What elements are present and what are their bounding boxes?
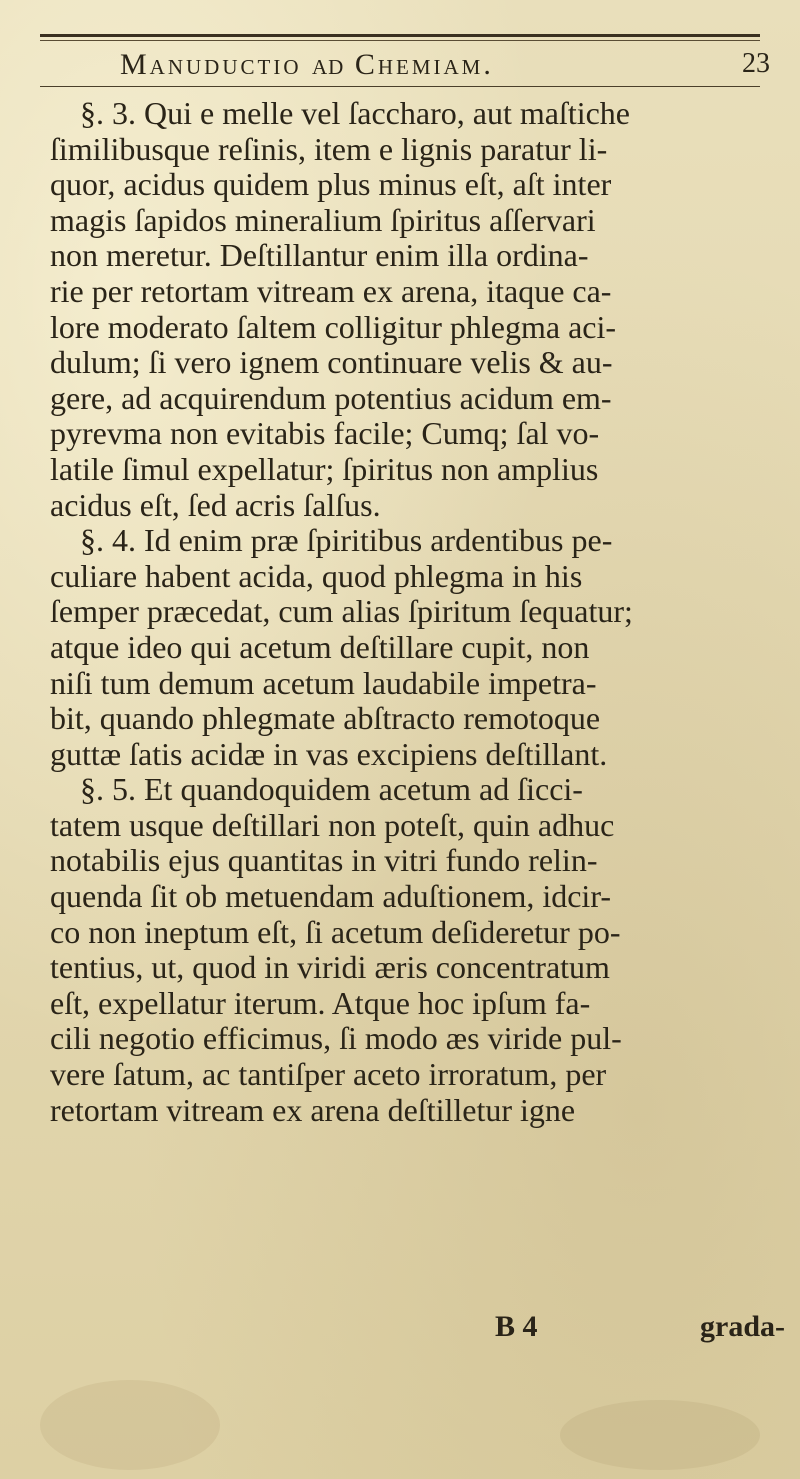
catchword: grada- [700,1310,785,1343]
text-line: rie per retortam vitream ex arena, itaque ca- [50,272,612,309]
text-line: non meretur. Deſtillantur enim illa ordina- [50,237,589,274]
text-line: vere ſatum, ac tantiſper aceto irroratum, per [50,1056,607,1093]
text-line: tatem usque deſtillari non poteſt, quin adhuc [50,806,615,843]
text-line: culiare habent acida, quod phlegma in his [50,557,583,594]
page-number: 23 [742,48,770,79]
page-header [30,22,770,92]
running-head-right: Chemiam. [354,48,494,81]
text-line: atque ideo qui acetum deſtillare cupit, non [50,628,590,665]
text-line: ſemper præcedat, cum alias ſpiritum ſequatur; [50,593,633,630]
text-line: quor, acidus quidem plus minus eſt, aſt inter [50,166,612,203]
text-line: acidus eſt, ſed acris ſalſus. [50,486,381,523]
text-line: §. 5. Et quandoquidem acetum ad ſicci- [80,771,583,808]
text-line: notabilis ejus quantitas in vitri fundo relin- [50,842,598,879]
text-line: magis ſapidos mineralium ſpiritus aſſervari [50,201,596,238]
text-line: dulum; ſi vero ignem continuare velis & au- [50,344,613,381]
text-line: guttæ ſatis acidæ in vas excipiens deſtillant. [50,735,608,772]
text-line: lore moderato ſaltem colligitur phlegma aci- [50,308,617,345]
running-head [120,48,494,82]
text-line: co non ineptum eſt, ſi acetum deſideretur po- [50,913,621,950]
paper-stain [40,1380,220,1470]
running-head-mid: ad [312,48,345,81]
text-line: latile ſimul expellatur; ſpiritus non amplius [50,450,599,487]
text-line: gere, ad acquirendum potentius acidum em- [50,379,612,416]
text-line: retortam vitream ex arena deſtilletur igne [50,1091,576,1128]
text-line: bit, quando phlegmate abſtracto remotoque [50,700,601,737]
text-line: cili negotio efficimus, ſi modo æs viride pul- [50,1020,622,1057]
paper-stain [560,1400,760,1470]
text-line: quenda ſit ob metuendam aduſtionem, idcir- [50,878,611,915]
text-line: niſi tum demum acetum laudabile impetra- [50,664,597,701]
text-line: pyrevma non evitabis facile; Cumq; ſal vo- [50,415,600,452]
running-head-left: Manuductio [120,48,302,81]
text-line: tentius, ut, quod in viridi æris concentratum [50,949,610,986]
header-rule-top [40,34,760,37]
text-line: §. 4. Id enim præ ſpiritibus ardentibus pe- [80,522,613,559]
header-rule-bottom [40,86,760,87]
header-rule-top-thin [40,40,760,41]
text-line: §. 3. Qui e melle vel ſaccharo, aut maſtiche [80,95,630,131]
page-footer [50,1310,785,1346]
body-text [50,96,795,1128]
text-line: ſimilibusque reſinis, item e lignis paratur li- [50,130,608,167]
signature-mark: B 4 [495,1310,538,1343]
text-line: eſt, expellatur iterum. Atque hoc ipſum fa- [50,984,591,1021]
